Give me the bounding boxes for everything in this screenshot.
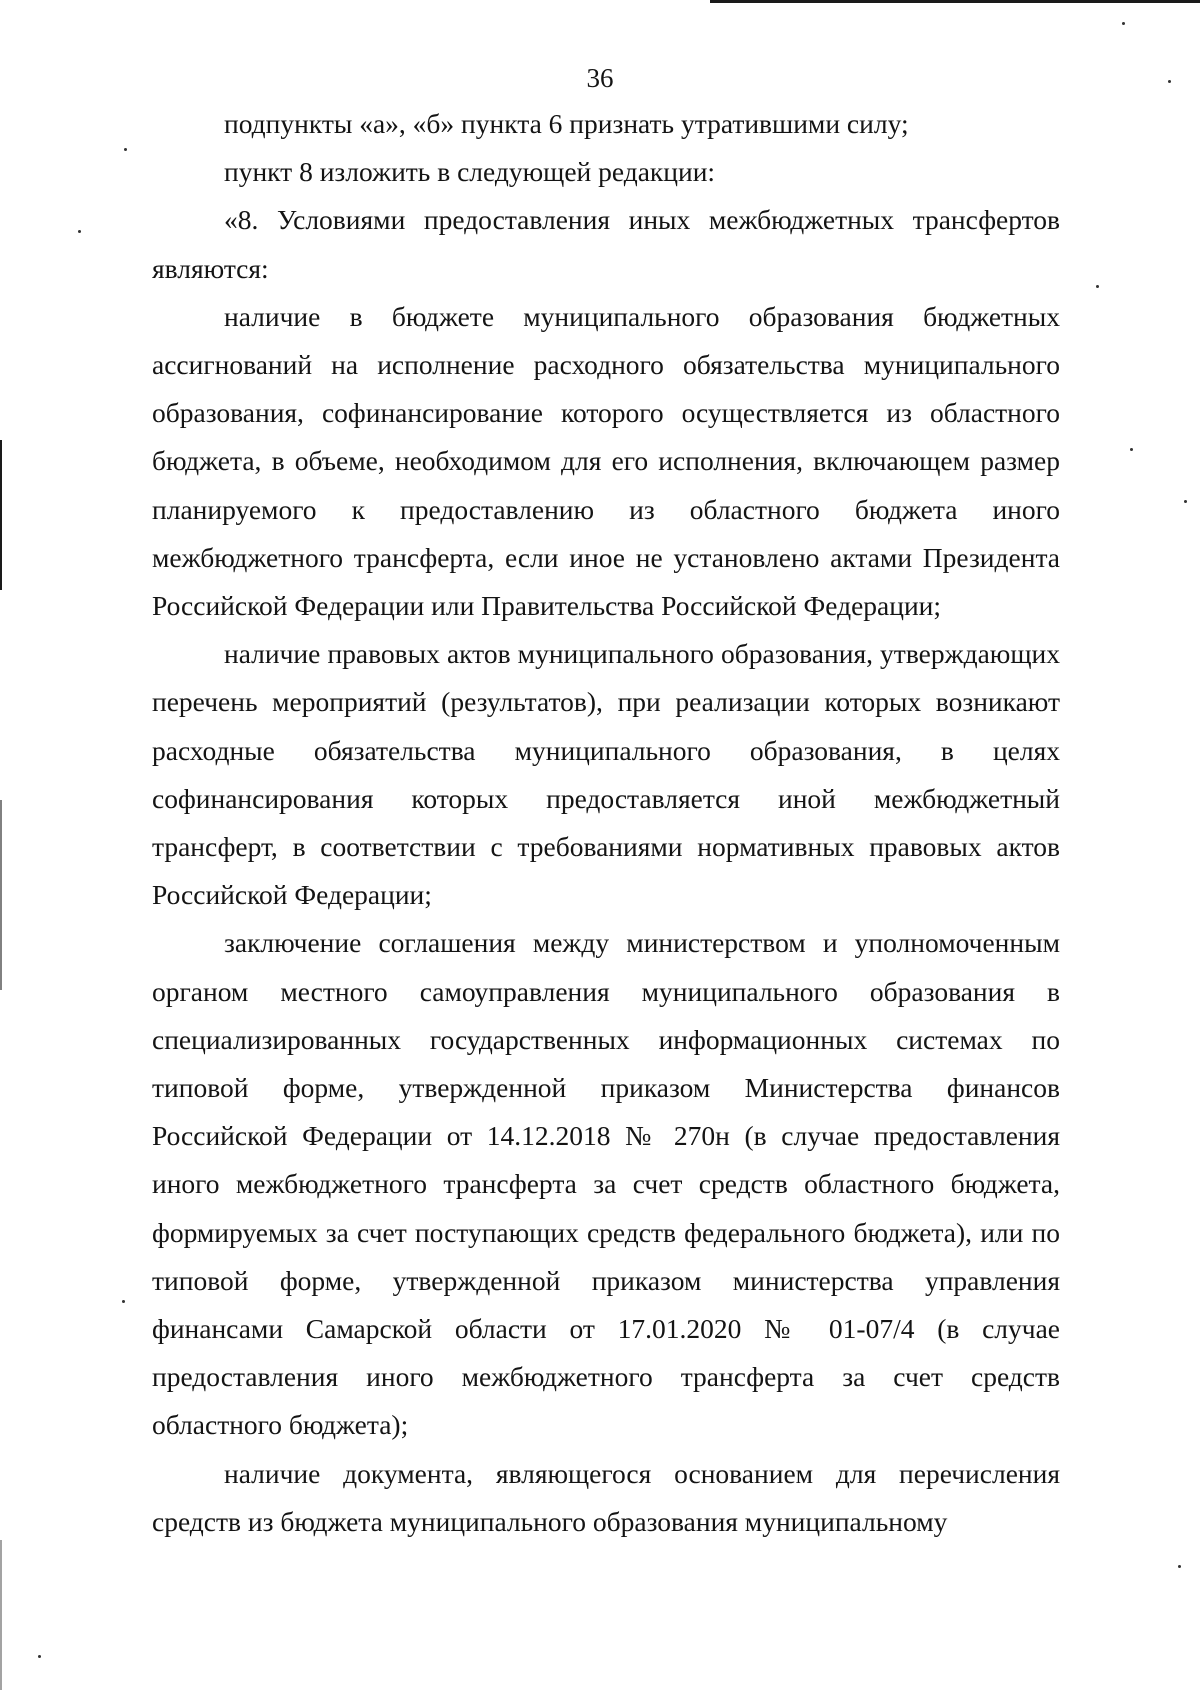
paragraph: наличие документа, являющегося основанием для перечисления средств из бюджета муниципального образования муниципальному: [152, 1457, 1060, 1537]
paragraph: «8. Условиями предоставления иных межбюджетных трансфертов являются:: [152, 204, 1060, 284]
scan-speck: [1184, 500, 1187, 503]
paragraph: наличие в бюджете муниципального образования бюджетных ассигнований на исполнение расходного обязательства муниципального образования, софинансирование которого осуществляется из областного бюджета, в объеме, необходимом для его исполнения, включающем размер планируемого к предоставлению из областного бюджета иного межбюджетного трансферта, если иное не установлено актами Президента Российской Федерации или Правительства Российской Федерации;: [152, 300, 1060, 622]
scan-speck: [1178, 1565, 1181, 1568]
paragraph: заключение соглашения между министерством и уполномоченным органом местного самоуправления муниципального образования в специализированных государственных информационных системах по типовой форме, утвержденной приказом Министерства финансов Российской Федерации от 14.12.2018 № 270н (в случае предоставления иного межбюджетного трансферта за счет средств областного бюджета, формируемых за счет поступающих средств федерального бюджета), или по типовой форме, утвержденной приказом министерства управления финансами Самарской области от 17.01.2020 № 01-07/4 (в случае предоставления иного межбюджетного трансферта за счет средств областного бюджета);: [152, 927, 1060, 1441]
scan-speck: [122, 1300, 125, 1303]
scan-speck: [38, 1655, 41, 1658]
paragraph: подпункты «а», «б» пункта 6 признать утратившими силу;: [224, 108, 909, 139]
scan-left-edge: [0, 440, 2, 590]
scan-speck: [78, 230, 81, 233]
document-body: [152, 100, 1060, 1546]
scan-speck: [1130, 448, 1133, 451]
paragraph: пункт 8 изложить в следующей редакции:: [224, 156, 716, 188]
page-number: 36: [586, 63, 614, 93]
scan-speck: [124, 148, 127, 151]
paragraph: наличие правовых актов муниципального образования, утверждающих перечень мероприятий (результатов), при реализации которых возникают расходные обязательства муниципального образования, в целях софинансирования которых предоставляется иной межбюджетный трансферт, в соответствии с требованиями нормативных правовых актов Российской Федерации;: [152, 638, 1060, 911]
scan-speck: [1122, 22, 1125, 25]
scan-speck: [1096, 285, 1099, 288]
scan-top-rule: [710, 0, 1200, 3]
scan-left-edge: [0, 1540, 2, 1690]
scan-left-edge: [0, 800, 2, 990]
